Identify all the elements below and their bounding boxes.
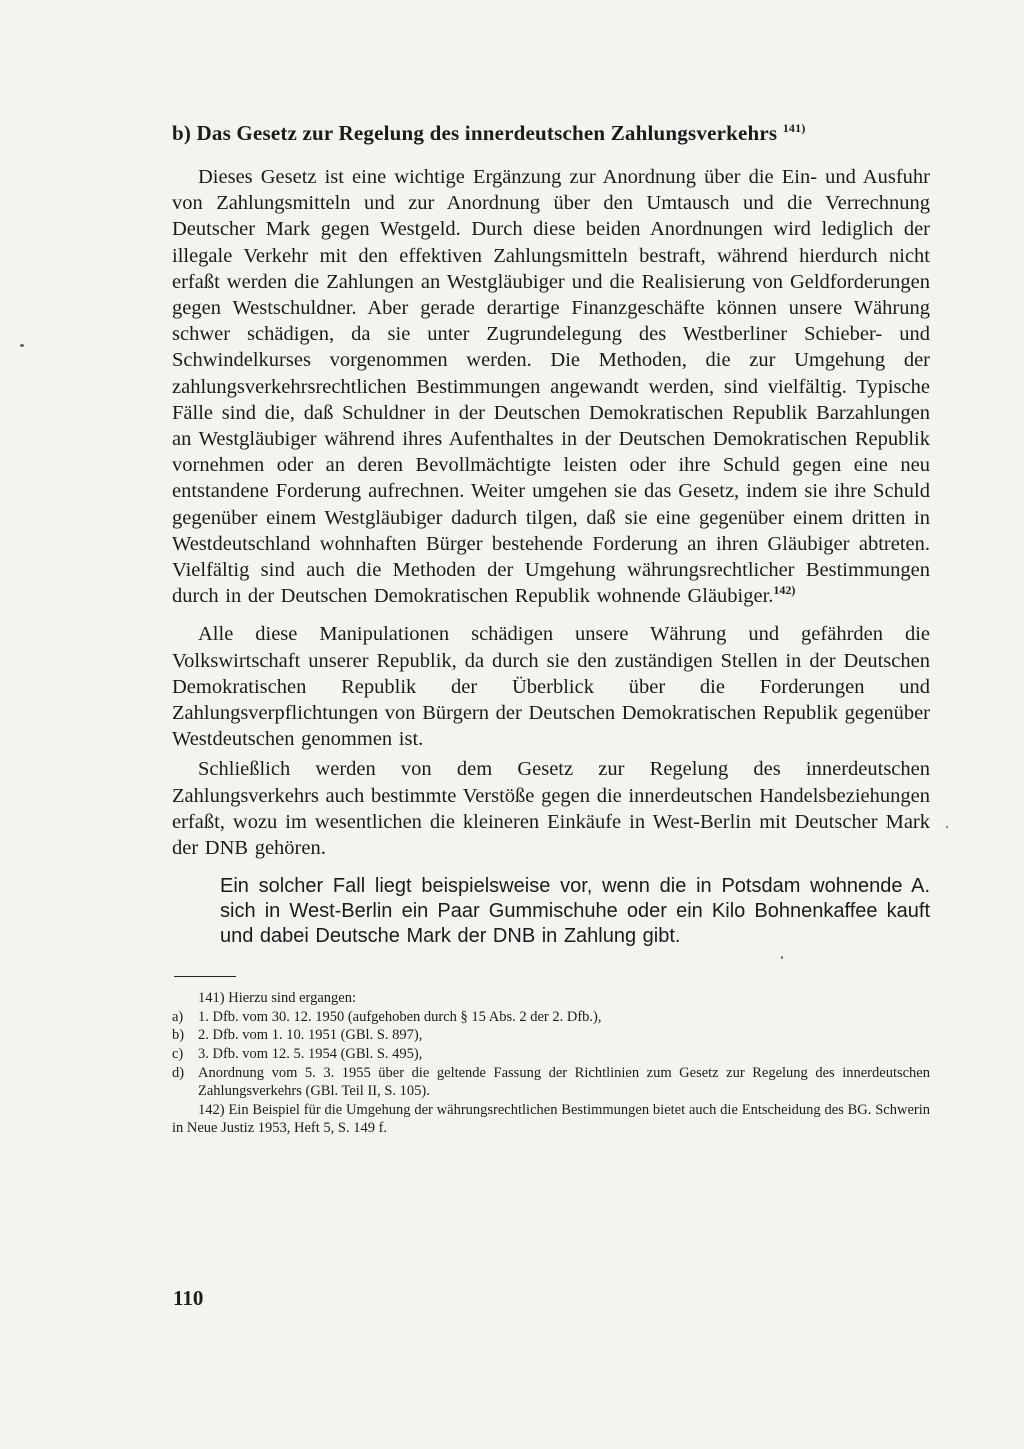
document-page — [172, 118, 930, 1138]
body-paragraph-2: Alle diese Manipulationen schädigen unsere Währung und gefährden die Volkswirtschaft unserer Republik, da durch sie den zuständigen Stellen in der Deutschen Demokratischen Republik der Überblick über die Forderungen und Zahlungsverpflichtungen von Bürgern der Deutschen Demokratischen Republik gegenüber Westdeutschen genommen ist. — [172, 623, 930, 751]
paragraph-1-text: Dieses Gesetz ist eine wichtige Ergänzung zur Anordnung über die Ein- und Ausfuhr von Zahlungsmitteln und zur Anordnung über den Umtausch und die Verrechnung Deutscher Mark gegen Westgeld. Durch diese beiden Anordnungen wird lediglich der illegale Verkehr mit den effektiven Zahlungsmitteln bestraft, während hierdurch nicht erfaßt werden die Zahlungen an Westgläubiger und die Realisierung von Geldforderungen gegen Westschuldner. Aber gerade derartige Finanzgeschäfte können unsere Währung schwer schädigen, da sie unter Zugrundelegung des Westberliner Schieber- und Schwindelkurses vorgenommen werden. Die Methoden, die zur Umgehung der zahlungsverkehrsrechtlichen Bestimmungen angewandt werden, sind vielfältig. Typische Fälle sind die, daß Schuldner in der Deutschen Demokratischen Republik Barzahlungen an Westgläubiger während ihres Aufenthaltes in der Deutschen Demokratischen Republik vornehmen oder an deren Bevollmächtigte leisten oder ihre Schuld gegen eine neu entstandene Forderung aufrechnen. Weiter umgehen sie das Gesetz, indem sie ihre Schuld gegenüber einem Westgläubiger dadurch tilgen, daß sie eine gegenüber einem dritten in Westdeutschland wohnhaften Bürger bestehende Forderung an ihren Gläubiger abtreten. Vielfältig sind auch die Methoden der Umgehung währungsrechtlicher Bestimmungen durch in der Deutschen Demokratischen Republik wohnende Gläubiger. — [172, 166, 930, 608]
footnote-141-item-b-label: b) — [172, 1027, 185, 1044]
footnotes — [172, 989, 930, 1138]
section-heading-text: b) Das Gesetz zur Regelung des innerdeutschen Zahlungsverkehrs — [172, 121, 778, 145]
footnote-141-item-b — [172, 1026, 930, 1045]
footnote-141-item-a-label: a) — [172, 1008, 184, 1025]
scan-speck — [946, 826, 948, 828]
footnote-divider — [174, 976, 236, 977]
footnote-141-item-d-text: Anordnung vom 5. 3. 1955 über die geltende Fassung der Richtlinien zum Gesetz zur Regelung des innerdeutschen Zahlungsverkehrs (GBl. Teil II, S. 105). — [198, 1064, 930, 1100]
scan-speck — [781, 956, 783, 959]
footnote-141-item-c-text: 3. Dfb. vom 12. 5. 1954 (GBl. S. 495), — [198, 1046, 423, 1063]
footnote-141-item-d — [172, 1064, 930, 1101]
footnote-141-intro-text: Hierzu sind ergangen: — [228, 990, 356, 1007]
footnote-141-item-c-label: c) — [172, 1046, 184, 1063]
footnote-ref-142[interactable]: 142) — [773, 583, 796, 598]
footnote-141-item-c — [172, 1045, 930, 1064]
example-paragraph: Ein solcher Fall liegt beispielsweise vor, wenn die in Potsdam wohnende A. sich in West-Berlin ein Paar Gummischuhe oder ein Kilo Bohnenkaffee kauft und dabei Deutsche Mark der DNB in Zahlung gibt. — [220, 875, 930, 948]
footnote-141-item-d-label: d) — [172, 1064, 185, 1081]
body-paragraph-1 — [172, 164, 930, 609]
footnote-141-marker: 141) — [198, 990, 225, 1007]
section-heading — [172, 118, 930, 148]
footnote-141-intro — [172, 989, 930, 1008]
footnote-142 — [172, 1101, 930, 1138]
page-number: 110 — [173, 1286, 204, 1310]
footnote-141-item-b-text: 2. Dfb. vom 1. 10. 1951 (GBl. S. 897), — [198, 1027, 423, 1044]
footnote-142-marker: 142) — [198, 1101, 225, 1118]
footnote-142-text: Ein Beispiel für die Umgehung der währungsrechtlichen Bestimmungen bietet auch die Entscheidung des BG. Schwerin in Neue Justiz 1953, Heft 5, S. 149 f. — [172, 1101, 931, 1137]
scan-speck — [20, 344, 24, 347]
footnote-ref-141[interactable]: 141) — [782, 121, 806, 135]
footnote-141-item-a — [172, 1008, 930, 1027]
body-paragraph-3: Schließlich werden von dem Gesetz zur Regelung des innerdeutschen Zahlungsverkehrs auch bestimmte Verstöße gegen die innerdeutschen Handelsbeziehungen erfaßt, wozu im wesentlichen die kleineren Einkäufe in West-Berlin mit Deutscher Mark der DNB gehören. — [172, 758, 930, 860]
footnote-141-item-a-text: 1. Dfb. vom 30. 12. 1950 (aufgehoben durch § 15 Abs. 2 der 2. Dfb.), — [198, 1008, 602, 1025]
